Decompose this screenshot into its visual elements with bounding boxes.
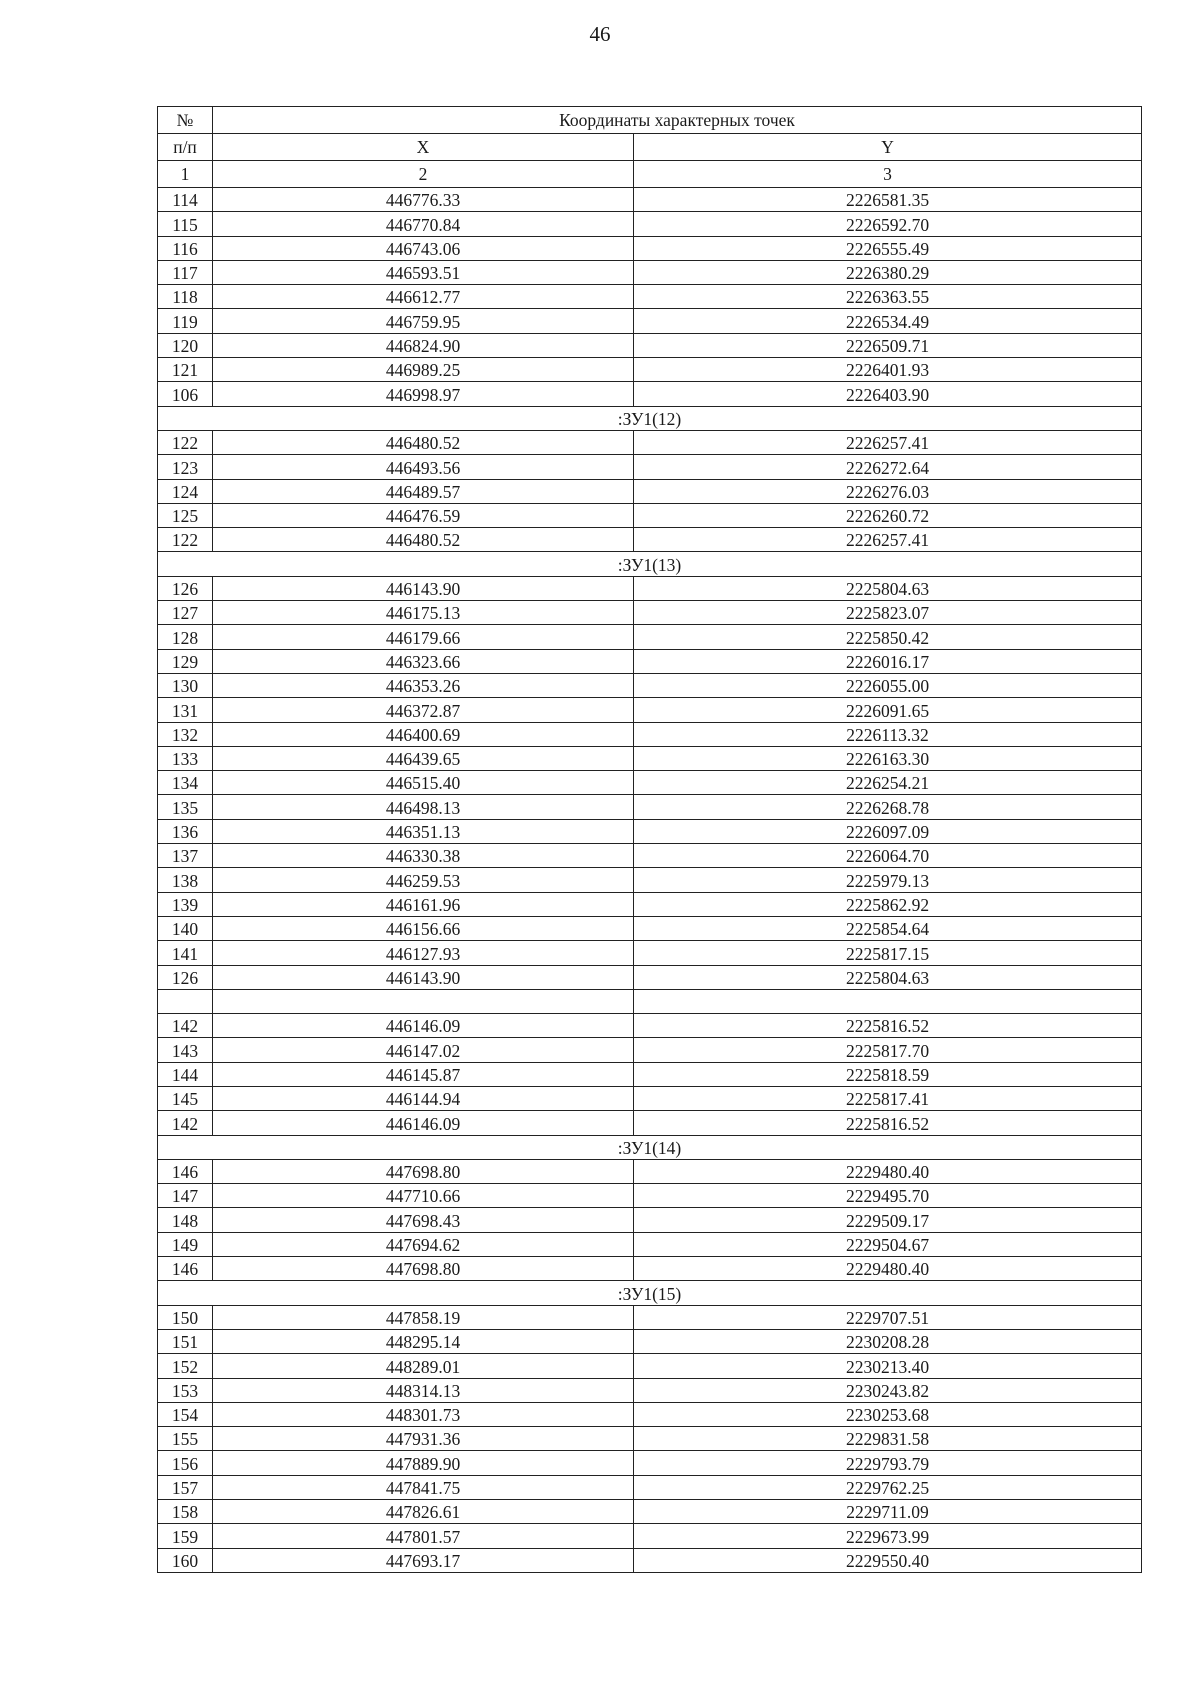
table-row: [158, 479, 1142, 503]
table-row: [158, 1232, 1142, 1256]
point-number: 135: [158, 795, 213, 819]
table-row: [158, 1305, 1142, 1329]
x-coordinate: 446476.59: [213, 503, 634, 527]
point-number: 126: [158, 965, 213, 989]
y-coordinate: 2226401.93: [634, 358, 1142, 382]
table-row: [158, 1062, 1142, 1086]
table-row: [158, 285, 1142, 309]
y-coordinate: 2229707.51: [634, 1305, 1142, 1329]
y-coordinate: [634, 989, 1142, 1013]
x-coordinate: 446498.13: [213, 795, 634, 819]
point-number: 132: [158, 722, 213, 746]
x-coordinate: 446400.69: [213, 722, 634, 746]
point-number: 120: [158, 333, 213, 357]
header-number-sign: №: [158, 107, 213, 134]
header-y-label: Y: [634, 134, 1142, 161]
table-row: [158, 819, 1142, 843]
x-coordinate: 447858.19: [213, 1305, 634, 1329]
x-coordinate: 446175.13: [213, 601, 634, 625]
table-row: [158, 260, 1142, 284]
coordinates-table: [157, 106, 1142, 1573]
y-coordinate: 2229495.70: [634, 1184, 1142, 1208]
point-number: 140: [158, 916, 213, 940]
section-label: :ЗУ1(14): [158, 1135, 1142, 1159]
point-number: 117: [158, 260, 213, 284]
point-number: 151: [158, 1329, 213, 1353]
y-coordinate: 2225816.52: [634, 1014, 1142, 1038]
table-row: [158, 601, 1142, 625]
table-row: [158, 1086, 1142, 1110]
table-row: [158, 1038, 1142, 1062]
point-number: 142: [158, 1111, 213, 1135]
point-number: 146: [158, 1159, 213, 1183]
y-coordinate: 2225816.52: [634, 1111, 1142, 1135]
y-coordinate: 2226016.17: [634, 649, 1142, 673]
y-coordinate: 2225817.70: [634, 1038, 1142, 1062]
point-number: 130: [158, 673, 213, 697]
x-coordinate: 447693.17: [213, 1548, 634, 1572]
table-row: [158, 892, 1142, 916]
table-row: [158, 1475, 1142, 1499]
point-number: 128: [158, 625, 213, 649]
x-coordinate: 446493.56: [213, 455, 634, 479]
x-coordinate: 446353.26: [213, 673, 634, 697]
point-number: 144: [158, 1062, 213, 1086]
x-coordinate: 446147.02: [213, 1038, 634, 1062]
point-number: 138: [158, 868, 213, 892]
x-coordinate: 446824.90: [213, 333, 634, 357]
x-coordinate: [213, 989, 634, 1013]
table-row: [158, 309, 1142, 333]
point-number: 139: [158, 892, 213, 916]
table-row: [158, 965, 1142, 989]
point-number: 154: [158, 1402, 213, 1426]
table-row: [158, 1159, 1142, 1183]
table-row: [158, 1111, 1142, 1135]
x-coordinate: 448295.14: [213, 1329, 634, 1353]
y-coordinate: 2226581.35: [634, 188, 1142, 212]
table-row: [158, 333, 1142, 357]
x-coordinate: 446330.38: [213, 844, 634, 868]
y-coordinate: 2226272.64: [634, 455, 1142, 479]
table-row: [158, 1548, 1142, 1572]
header-number-label: п/п: [158, 134, 213, 161]
x-coordinate: 447801.57: [213, 1524, 634, 1548]
x-coordinate: 446439.65: [213, 746, 634, 770]
x-coordinate: 446161.96: [213, 892, 634, 916]
x-coordinate: 446776.33: [213, 188, 634, 212]
point-number: 150: [158, 1305, 213, 1329]
y-coordinate: 2225979.13: [634, 868, 1142, 892]
y-coordinate: 2229509.17: [634, 1208, 1142, 1232]
table-row: [158, 1402, 1142, 1426]
x-coordinate: 446480.52: [213, 430, 634, 454]
table-row: [158, 576, 1142, 600]
y-coordinate: 2226276.03: [634, 479, 1142, 503]
table-row: [158, 1378, 1142, 1402]
point-number: 156: [158, 1451, 213, 1475]
section-row: [158, 552, 1142, 576]
point-number: 126: [158, 576, 213, 600]
point-number: 141: [158, 941, 213, 965]
table-row: [158, 430, 1142, 454]
page-number: 46: [589, 22, 611, 46]
point-number: 147: [158, 1184, 213, 1208]
section-row: [158, 1281, 1142, 1305]
point-number: 121: [158, 358, 213, 382]
table-row: [158, 1208, 1142, 1232]
header-coords-title: Координаты характерных точек: [213, 107, 1142, 134]
table-row: [158, 528, 1142, 552]
x-coordinate: 448301.73: [213, 1402, 634, 1426]
table-row: [158, 1451, 1142, 1475]
y-coordinate: 2225862.92: [634, 892, 1142, 916]
point-number: 106: [158, 382, 213, 406]
y-coordinate: 2226257.41: [634, 430, 1142, 454]
table-row: [158, 941, 1142, 965]
table-row: [158, 1014, 1142, 1038]
table-row: [158, 1257, 1142, 1281]
point-number: 123: [158, 455, 213, 479]
x-coordinate: 446489.57: [213, 479, 634, 503]
table-body: [158, 188, 1142, 1573]
section-label: :ЗУ1(12): [158, 406, 1142, 430]
x-coordinate: 446351.13: [213, 819, 634, 843]
point-number: 158: [158, 1500, 213, 1524]
point-number: 153: [158, 1378, 213, 1402]
table-row: [158, 1329, 1142, 1353]
table-row: [158, 868, 1142, 892]
y-coordinate: 2226260.72: [634, 503, 1142, 527]
header-col-2: 2: [213, 161, 634, 188]
y-coordinate: 2225804.63: [634, 576, 1142, 600]
table-row: [158, 795, 1142, 819]
y-coordinate: 2226113.32: [634, 722, 1142, 746]
y-coordinate: 2229673.99: [634, 1524, 1142, 1548]
x-coordinate: 446480.52: [213, 528, 634, 552]
x-coordinate: 446998.97: [213, 382, 634, 406]
x-coordinate: 446146.09: [213, 1014, 634, 1038]
table-row: [158, 503, 1142, 527]
header-x-label: X: [213, 134, 634, 161]
section-row: [158, 1135, 1142, 1159]
y-coordinate: 2226268.78: [634, 795, 1142, 819]
table-row: [158, 1184, 1142, 1208]
y-coordinate: 2226555.49: [634, 236, 1142, 260]
point-number: 145: [158, 1086, 213, 1110]
point-number: 122: [158, 430, 213, 454]
y-coordinate: 2225804.63: [634, 965, 1142, 989]
y-coordinate: 2226064.70: [634, 844, 1142, 868]
point-number: 155: [158, 1427, 213, 1451]
y-coordinate: 2226403.90: [634, 382, 1142, 406]
y-coordinate: 2226055.00: [634, 673, 1142, 697]
x-coordinate: 446146.09: [213, 1111, 634, 1135]
x-coordinate: 448314.13: [213, 1378, 634, 1402]
point-number: 152: [158, 1354, 213, 1378]
x-coordinate: 448289.01: [213, 1354, 634, 1378]
y-coordinate: 2230213.40: [634, 1354, 1142, 1378]
table-row: [158, 989, 1142, 1013]
point-number: 131: [158, 698, 213, 722]
table-row: [158, 844, 1142, 868]
x-coordinate: 446770.84: [213, 212, 634, 236]
y-coordinate: 2226257.41: [634, 528, 1142, 552]
x-coordinate: 446323.66: [213, 649, 634, 673]
point-number: 127: [158, 601, 213, 625]
section-label: :ЗУ1(15): [158, 1281, 1142, 1305]
point-number: 136: [158, 819, 213, 843]
y-coordinate: 2225854.64: [634, 916, 1142, 940]
point-number: 133: [158, 746, 213, 770]
x-coordinate: 446143.90: [213, 576, 634, 600]
x-coordinate: 447841.75: [213, 1475, 634, 1499]
table-row: [158, 1354, 1142, 1378]
point-number: 143: [158, 1038, 213, 1062]
point-number: 159: [158, 1524, 213, 1548]
table-row: [158, 916, 1142, 940]
x-coordinate: 446179.66: [213, 625, 634, 649]
point-number: 119: [158, 309, 213, 333]
y-coordinate: 2225850.42: [634, 625, 1142, 649]
y-coordinate: 2225823.07: [634, 601, 1142, 625]
point-number: 124: [158, 479, 213, 503]
y-coordinate: 2229480.40: [634, 1257, 1142, 1281]
point-number: 137: [158, 844, 213, 868]
x-coordinate: 446145.87: [213, 1062, 634, 1086]
x-coordinate: 446743.06: [213, 236, 634, 260]
y-coordinate: 2225818.59: [634, 1062, 1142, 1086]
y-coordinate: 2226254.21: [634, 771, 1142, 795]
y-coordinate: 2226534.49: [634, 309, 1142, 333]
point-number: 142: [158, 1014, 213, 1038]
table-row: [158, 625, 1142, 649]
y-coordinate: 2229711.09: [634, 1500, 1142, 1524]
x-coordinate: 447698.43: [213, 1208, 634, 1232]
x-coordinate: 446127.93: [213, 941, 634, 965]
x-coordinate: 446612.77: [213, 285, 634, 309]
y-coordinate: 2230208.28: [634, 1329, 1142, 1353]
table-header: [158, 107, 1142, 188]
y-coordinate: 2229480.40: [634, 1159, 1142, 1183]
y-coordinate: 2229831.58: [634, 1427, 1142, 1451]
y-coordinate: 2229550.40: [634, 1548, 1142, 1572]
point-number: 125: [158, 503, 213, 527]
x-coordinate: 446515.40: [213, 771, 634, 795]
y-coordinate: 2229793.79: [634, 1451, 1142, 1475]
x-coordinate: 446759.95: [213, 309, 634, 333]
y-coordinate: 2230253.68: [634, 1402, 1142, 1426]
y-coordinate: 2226363.55: [634, 285, 1142, 309]
table-row: [158, 649, 1142, 673]
point-number: 146: [158, 1257, 213, 1281]
x-coordinate: 447710.66: [213, 1184, 634, 1208]
point-number: 118: [158, 285, 213, 309]
header-col-1: 1: [158, 161, 213, 188]
x-coordinate: 447931.36: [213, 1427, 634, 1451]
table-row: [158, 673, 1142, 697]
x-coordinate: 447694.62: [213, 1232, 634, 1256]
x-coordinate: 446989.25: [213, 358, 634, 382]
table-row: [158, 188, 1142, 212]
section-label: :ЗУ1(13): [158, 552, 1142, 576]
table-row: [158, 771, 1142, 795]
x-coordinate: 446156.66: [213, 916, 634, 940]
header-col-3: 3: [634, 161, 1142, 188]
point-number: 160: [158, 1548, 213, 1572]
table-row: [158, 1500, 1142, 1524]
y-coordinate: 2229762.25: [634, 1475, 1142, 1499]
point-number: 122: [158, 528, 213, 552]
table-row: [158, 698, 1142, 722]
y-coordinate: 2225817.15: [634, 941, 1142, 965]
y-coordinate: 2226509.71: [634, 333, 1142, 357]
x-coordinate: 447826.61: [213, 1500, 634, 1524]
point-number: 134: [158, 771, 213, 795]
table-row: [158, 358, 1142, 382]
y-coordinate: 2226091.65: [634, 698, 1142, 722]
table-row: [158, 212, 1142, 236]
x-coordinate: 446593.51: [213, 260, 634, 284]
point-number: 149: [158, 1232, 213, 1256]
x-coordinate: 447698.80: [213, 1257, 634, 1281]
point-number: [158, 989, 213, 1013]
point-number: 115: [158, 212, 213, 236]
table-row: [158, 382, 1142, 406]
y-coordinate: 2226097.09: [634, 819, 1142, 843]
point-number: 116: [158, 236, 213, 260]
x-coordinate: 446372.87: [213, 698, 634, 722]
y-coordinate: 2225817.41: [634, 1086, 1142, 1110]
x-coordinate: 446143.90: [213, 965, 634, 989]
x-coordinate: 447889.90: [213, 1451, 634, 1475]
table-row: [158, 236, 1142, 260]
x-coordinate: 446144.94: [213, 1086, 634, 1110]
section-row: [158, 406, 1142, 430]
table-row: [158, 722, 1142, 746]
y-coordinate: 2226380.29: [634, 260, 1142, 284]
table-row: [158, 1524, 1142, 1548]
table-row: [158, 1427, 1142, 1451]
point-number: 148: [158, 1208, 213, 1232]
y-coordinate: 2229504.67: [634, 1232, 1142, 1256]
table-row: [158, 455, 1142, 479]
x-coordinate: 447698.80: [213, 1159, 634, 1183]
point-number: 157: [158, 1475, 213, 1499]
point-number: 129: [158, 649, 213, 673]
y-coordinate: 2230243.82: [634, 1378, 1142, 1402]
table-row: [158, 746, 1142, 770]
x-coordinate: 446259.53: [213, 868, 634, 892]
point-number: 114: [158, 188, 213, 212]
y-coordinate: 2226163.30: [634, 746, 1142, 770]
y-coordinate: 2226592.70: [634, 212, 1142, 236]
